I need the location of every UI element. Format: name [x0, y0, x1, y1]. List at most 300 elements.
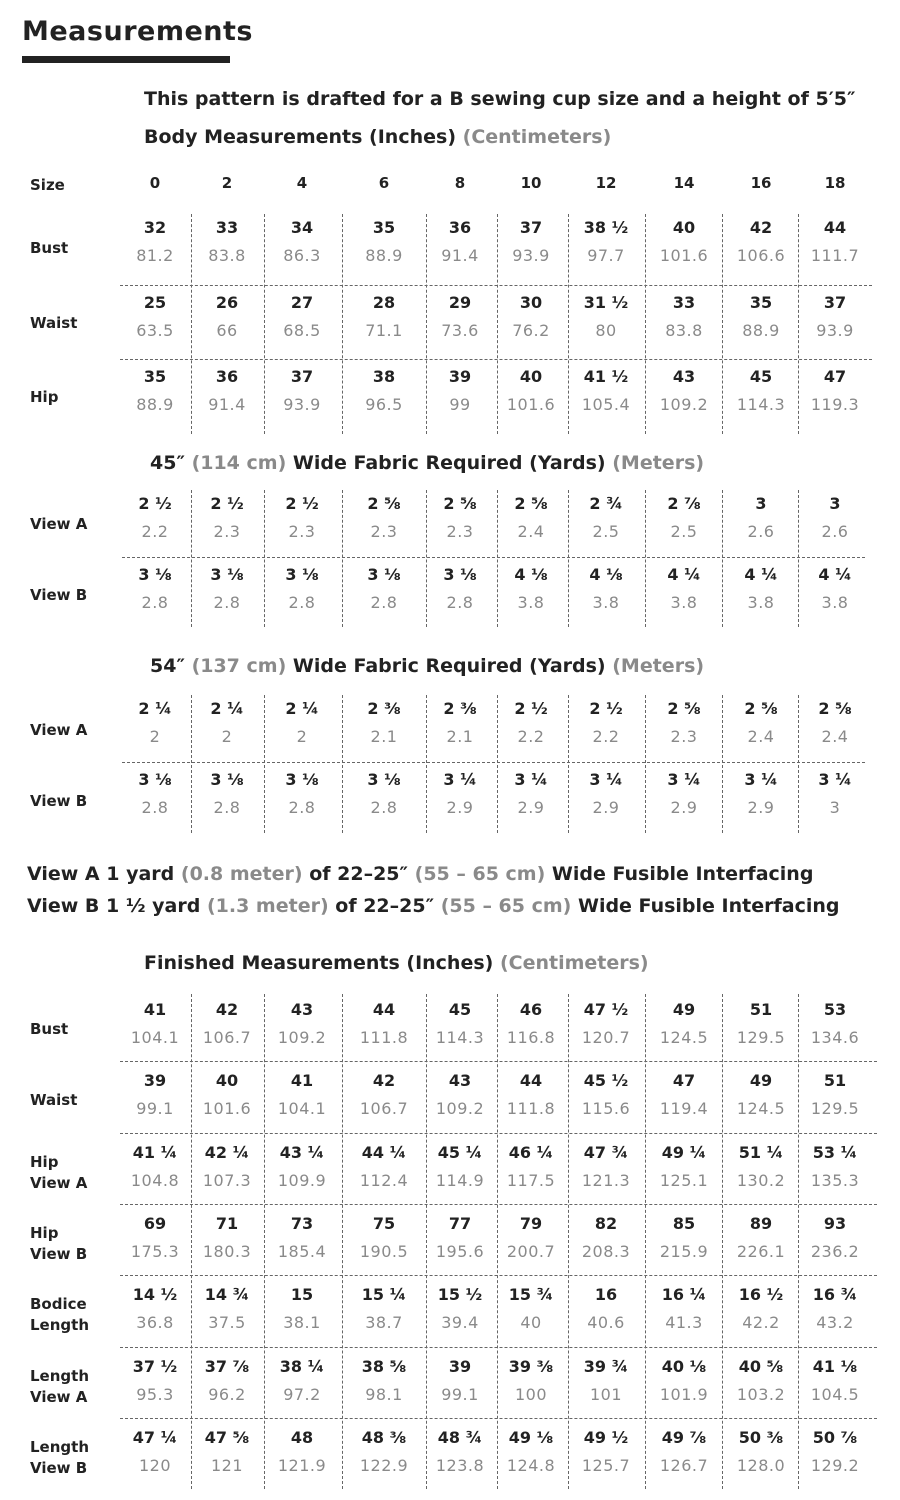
cm-value: 130.2: [736, 1170, 786, 1190]
table-cell: [425, 699, 495, 746]
table-cell: [726, 367, 796, 414]
table-cell: [349, 1357, 419, 1404]
table-cell: [649, 1357, 719, 1404]
inch-value: 40: [215, 1071, 239, 1091]
inch-value: 48 ⅜: [361, 1427, 407, 1447]
inch-value: 16 ¾: [812, 1285, 858, 1305]
column-divider: [497, 490, 498, 627]
cm-value: 3.8: [821, 592, 849, 612]
table-cell: [349, 1214, 419, 1261]
table-cell: [496, 1000, 566, 1047]
table-cell: [192, 367, 262, 414]
table-cell: [267, 565, 337, 612]
table-cell: [267, 1428, 337, 1475]
cm-value: 2.5: [670, 522, 698, 541]
row-label: [30, 1294, 89, 1336]
row-label-line: Bust: [30, 1020, 69, 1038]
inch-value: 47 ¼: [132, 1427, 178, 1447]
table-cell: [496, 1357, 566, 1404]
cm-value: 2.8: [213, 592, 241, 612]
table-cell: [120, 1428, 190, 1475]
table-cell: [726, 293, 796, 340]
cm-value: 109.2: [435, 1099, 485, 1119]
table-cell: [571, 565, 641, 612]
table-cell: [267, 1071, 337, 1118]
row-label-line: View A: [30, 1387, 88, 1406]
inch-value: 44: [372, 1000, 396, 1019]
table-cell: [192, 1143, 262, 1190]
table-cell: [349, 494, 419, 541]
cm-value: 96.5: [365, 395, 403, 414]
table-cell: [120, 218, 190, 265]
size-header: 0: [149, 174, 161, 192]
inch-value: 2 ¾: [589, 494, 623, 513]
inch-value: 49 ¼: [661, 1142, 707, 1162]
inch-value: 45 ¼: [437, 1142, 483, 1162]
table-cell: [649, 218, 719, 265]
inch-value: 44 ¼: [361, 1142, 407, 1162]
inch-value: 43 ¼: [279, 1142, 325, 1162]
inch-value: 29: [448, 292, 472, 312]
table-cell: [800, 293, 870, 340]
cm-value: 135.3: [810, 1170, 860, 1190]
table-cell: [800, 1000, 870, 1047]
inch-value: 48 ¾: [437, 1427, 483, 1447]
inch-value: 39 ⅜: [508, 1356, 554, 1376]
cm-value: 37.5: [208, 1313, 246, 1333]
table-cell: [425, 1143, 495, 1190]
cm-value: 101.6: [202, 1099, 252, 1119]
inch-value: 49 ⅛: [508, 1427, 554, 1447]
table-cell: [192, 1071, 262, 1118]
column-divider: [342, 214, 343, 434]
cm-value: 119.4: [659, 1099, 709, 1119]
inch-value: 38: [372, 367, 396, 386]
table-cell: [425, 770, 495, 817]
cm-value: 2.8: [141, 592, 169, 612]
cm-value: 120: [138, 1455, 172, 1475]
cm-value: 123.8: [435, 1455, 485, 1475]
inch-value: 47: [823, 367, 847, 386]
body-section-title: [144, 126, 611, 148]
cm-value: 112.4: [359, 1170, 409, 1190]
table-cell: [120, 1071, 190, 1118]
inch-value: 4 ⅛: [514, 564, 548, 584]
cm-value: 101.6: [506, 395, 556, 414]
table-cell: [120, 565, 190, 612]
cm-value: 2.3: [446, 522, 474, 541]
table-cell: [496, 1143, 566, 1190]
inch-value: 2 ⅝: [367, 494, 401, 513]
cm-value: 96.2: [208, 1384, 246, 1404]
cm-value: 88.9: [136, 395, 174, 414]
inch-value: 45 ½: [583, 1071, 629, 1091]
cm-value: 126.7: [659, 1455, 709, 1475]
inch-value: 15 ½: [437, 1285, 483, 1305]
inch-value: 16 ½: [738, 1285, 784, 1305]
column-divider: [426, 994, 427, 1489]
cm-value: 114.3: [736, 395, 786, 414]
cm-value: 81.2: [136, 246, 174, 265]
inch-value: 32: [143, 218, 167, 237]
cm-value: 2.9: [517, 798, 545, 817]
row-label: [30, 1090, 77, 1111]
cm-value: 125.7: [581, 1455, 631, 1475]
inch-value: 4 ¼: [818, 564, 852, 584]
cm-value: 91.4: [441, 246, 479, 265]
cm-value: 2.9: [592, 798, 620, 817]
interfacing-line-view-a: [27, 863, 813, 885]
column-divider: [191, 490, 192, 627]
interfacing-a-width: of 22–25″: [309, 863, 409, 885]
row-label: [30, 720, 87, 741]
table-cell: [571, 1428, 641, 1475]
column-divider: [722, 994, 723, 1489]
fabric54-width-cm: (137 cm): [191, 655, 287, 677]
inch-value: 2 ⅜: [367, 699, 401, 718]
inch-value: 36: [448, 218, 472, 237]
inch-value: 2 ½: [589, 699, 623, 718]
cm-value: 42.2: [742, 1313, 780, 1333]
finished-title-inches: Finished Measurements (Inches): [144, 952, 494, 974]
column-divider: [645, 214, 646, 434]
cm-value: 39.4: [441, 1313, 479, 1333]
table-cell: [496, 1071, 566, 1118]
inch-value: 2 ¼: [210, 699, 244, 718]
row-label: [30, 791, 87, 812]
cm-value: 93.9: [283, 395, 321, 414]
table-cell: [800, 494, 870, 541]
table-cell: [192, 1428, 262, 1475]
cm-value: 83.8: [665, 320, 703, 340]
cm-value: 2.5: [592, 522, 620, 541]
cm-value: 2.2: [141, 522, 169, 541]
inch-value: 48: [290, 1427, 314, 1447]
cm-value: 91.4: [208, 395, 246, 414]
inch-value: 73: [290, 1213, 314, 1233]
inch-value: 53 ¼: [812, 1142, 858, 1162]
inch-value: 15: [290, 1285, 314, 1305]
cm-value: 68.5: [283, 320, 321, 340]
inch-value: 15 ¼: [361, 1285, 407, 1305]
column-divider: [497, 994, 498, 1489]
row-label: [30, 1437, 89, 1479]
inch-value: 40: [672, 218, 696, 237]
row-label-line: Waist: [30, 313, 78, 332]
inch-value: 3 ¼: [744, 770, 778, 789]
inch-value: 3 ⅛: [210, 564, 244, 584]
cm-value: 2.2: [517, 727, 545, 746]
table-cell: [192, 1285, 262, 1332]
cm-value: 114.3: [435, 1028, 485, 1047]
inch-value: 35: [372, 218, 396, 237]
table-cell: [120, 1214, 190, 1261]
table-cell: [425, 1357, 495, 1404]
table-cell: [496, 1428, 566, 1475]
inch-value: 33: [215, 218, 239, 237]
column-divider: [568, 214, 569, 434]
cm-value: 63.5: [136, 320, 174, 340]
table-cell: [800, 565, 870, 612]
inch-value: 41 ¼: [132, 1142, 178, 1162]
cm-value: 125.1: [659, 1170, 709, 1190]
fabric54-title-meters: (Meters): [612, 655, 705, 677]
cm-value: 190.5: [359, 1241, 409, 1261]
inch-value: 16: [594, 1285, 618, 1305]
table-cell: [726, 218, 796, 265]
table-cell: [267, 1143, 337, 1190]
table-cell: [267, 1357, 337, 1404]
inch-value: 40 ⅛: [661, 1356, 707, 1376]
table-cell: [425, 1214, 495, 1261]
cm-value: 99: [449, 395, 471, 414]
table-cell: [349, 218, 419, 265]
cm-value: 2.8: [213, 798, 241, 817]
size-header: 10: [520, 174, 542, 192]
cm-value: 76.2: [512, 320, 550, 340]
inch-value: 39: [143, 1071, 167, 1091]
cm-value: 2.3: [288, 522, 316, 541]
inch-value: 41: [143, 1000, 167, 1019]
row-label-line: Bodice: [30, 1295, 87, 1314]
inch-value: 3 ¼: [667, 770, 701, 789]
cm-value: 2.4: [517, 522, 545, 541]
row-label-line: View B: [30, 792, 88, 810]
cm-value: 120.7: [581, 1028, 631, 1047]
cm-value: 215.9: [659, 1241, 709, 1261]
table-cell: [571, 218, 641, 265]
inch-value: 3 ⅛: [367, 770, 401, 789]
row-label: [30, 1019, 68, 1040]
inch-value: 2 ⅞: [667, 494, 701, 513]
inch-value: 39: [448, 1356, 472, 1376]
table-cell: [192, 494, 262, 541]
table-cell: [192, 699, 262, 746]
cm-value: 88.9: [742, 320, 780, 340]
fabric45-title: Wide Fabric Required (Yards): [292, 452, 606, 474]
table-cell: [192, 1214, 262, 1261]
cm-value: 3.8: [747, 592, 775, 612]
table-cell: [267, 1000, 337, 1047]
table-cell: [496, 1285, 566, 1332]
inch-value: 51 ¼: [738, 1142, 784, 1162]
cm-value: 3.8: [592, 592, 620, 612]
table-cell: [496, 293, 566, 340]
inch-value: 36: [215, 367, 239, 386]
inch-value: 27: [290, 292, 314, 312]
cm-value: 105.4: [581, 395, 631, 414]
inch-value: 46 ¼: [508, 1142, 554, 1162]
interfacing-b-width-cm: (55 – 65 cm): [440, 895, 572, 917]
row-label-line: Hip: [30, 1152, 59, 1171]
table-cell: [571, 494, 641, 541]
cm-value: 2.8: [288, 592, 316, 612]
table-cell: [649, 293, 719, 340]
cm-value: 3.8: [517, 592, 545, 612]
inch-value: 51: [749, 1000, 773, 1019]
inch-value: 43: [290, 1000, 314, 1019]
inch-value: 47 ½: [583, 1000, 629, 1019]
cm-value: 86.3: [283, 246, 321, 265]
table-cell: [425, 1000, 495, 1047]
cm-value: 124.5: [736, 1099, 786, 1119]
inch-value: 14 ½: [132, 1285, 178, 1305]
table-cell: [571, 367, 641, 414]
table-cell: [800, 1143, 870, 1190]
fabric45-section-title: [150, 452, 704, 474]
row-label: [30, 585, 87, 606]
inch-value: 2 ½: [138, 494, 172, 513]
inch-value: 3 ¼: [589, 770, 623, 789]
cm-value: 38.7: [365, 1313, 403, 1333]
row-divider: [120, 285, 872, 286]
cm-value: 2.3: [670, 727, 698, 746]
table-cell: [496, 1214, 566, 1261]
table-cell: [349, 1143, 419, 1190]
column-divider: [497, 214, 498, 434]
table-cell: [649, 565, 719, 612]
table-cell: [726, 565, 796, 612]
table-cell: [120, 293, 190, 340]
cm-value: 121: [210, 1455, 244, 1475]
table-cell: [649, 770, 719, 817]
table-cell: [267, 293, 337, 340]
inch-value: 50 ⅜: [738, 1427, 784, 1447]
table-cell: [649, 1071, 719, 1118]
inch-value: 37: [519, 218, 543, 237]
interfacing-a-amount: View A 1 yard: [27, 863, 175, 885]
table-cell: [649, 367, 719, 414]
table-cell: [726, 1285, 796, 1332]
inch-value: 44: [519, 1071, 543, 1091]
table-cell: [571, 1000, 641, 1047]
row-label-line: Waist: [30, 1091, 78, 1110]
cm-value: 128.0: [736, 1455, 786, 1475]
table-cell: [649, 1214, 719, 1261]
cm-value: 109.2: [659, 395, 709, 414]
inch-value: 15 ¾: [508, 1285, 554, 1305]
inch-value: 3 ⅛: [285, 770, 319, 789]
cm-value: 124.5: [659, 1028, 709, 1047]
cm-value: 103.2: [736, 1384, 786, 1404]
inch-value: 69: [143, 1213, 167, 1233]
table-cell: [267, 699, 337, 746]
cm-value: 111.8: [359, 1028, 409, 1047]
table-cell: [496, 770, 566, 817]
table-cell: [726, 494, 796, 541]
cm-value: 111.7: [810, 246, 860, 265]
inch-value: 3 ⅛: [285, 564, 319, 584]
column-divider: [722, 490, 723, 627]
table-cell: [349, 565, 419, 612]
column-divider: [264, 994, 265, 1489]
inch-value: 39: [448, 367, 472, 386]
inch-value: 77: [448, 1213, 472, 1233]
column-divider: [191, 214, 192, 434]
table-cell: [425, 367, 495, 414]
cm-value: 109.9: [277, 1170, 327, 1190]
cm-value: 99.1: [136, 1099, 174, 1119]
cm-value: 98.1: [365, 1384, 403, 1404]
table-cell: [349, 293, 419, 340]
cm-value: 100: [514, 1384, 548, 1404]
cm-value: 106.7: [359, 1099, 409, 1119]
cm-value: 66: [216, 320, 238, 340]
table-cell: [425, 293, 495, 340]
table-cell: [192, 218, 262, 265]
row-divider: [120, 1061, 877, 1062]
cm-value: 95.3: [136, 1384, 174, 1404]
table-cell: [425, 1071, 495, 1118]
table-cell: [800, 1357, 870, 1404]
cm-value: 106.7: [202, 1028, 252, 1047]
table-cell: [267, 770, 337, 817]
fabric45-title-meters: (Meters): [612, 452, 705, 474]
cm-value: 73.6: [441, 320, 479, 340]
inch-value: 25: [143, 292, 167, 312]
inch-value: 82: [594, 1213, 618, 1233]
inch-value: 37: [823, 292, 847, 312]
size-header: 6: [378, 174, 390, 192]
cm-value: 101.6: [659, 246, 709, 265]
cm-value: 101.9: [659, 1384, 709, 1404]
inch-value: 37: [290, 367, 314, 386]
column-divider: [722, 214, 723, 434]
interfacing-line-view-b: [27, 895, 839, 917]
table-cell: [425, 494, 495, 541]
column-divider: [264, 695, 265, 833]
fabric54-width: 54″: [150, 655, 185, 677]
inch-value: 3 ⅛: [138, 770, 172, 789]
inch-value: 42 ¼: [204, 1142, 250, 1162]
inch-value: 3 ¼: [443, 770, 477, 789]
cm-value: 180.3: [202, 1241, 252, 1261]
inch-value: 38 ½: [583, 218, 629, 237]
column-divider: [798, 214, 799, 434]
table-cell: [649, 1143, 719, 1190]
inch-value: 49: [749, 1071, 773, 1091]
row-label: [30, 514, 87, 535]
fabric45-width-cm: (114 cm): [191, 452, 287, 474]
inch-value: 49: [672, 1000, 696, 1019]
cm-value: 107.3: [202, 1170, 252, 1190]
table-cell: [349, 1285, 419, 1332]
column-divider: [798, 490, 799, 627]
inch-value: 40 ⅝: [738, 1356, 784, 1376]
inch-value: 40: [519, 367, 543, 386]
cm-value: 129.5: [810, 1099, 860, 1119]
table-cell: [800, 1285, 870, 1332]
table-cell: [425, 218, 495, 265]
table-cell: [726, 1214, 796, 1261]
inch-value: 79: [519, 1213, 543, 1233]
table-cell: [496, 367, 566, 414]
cm-value: 236.2: [810, 1241, 860, 1261]
column-divider: [426, 490, 427, 627]
inch-value: 4 ¼: [744, 564, 778, 584]
cm-value: 71.1: [365, 320, 403, 340]
cm-value: 97.7: [587, 246, 625, 265]
inch-value: 3 ⅛: [443, 564, 477, 584]
body-title-inches: Body Measurements (Inches): [144, 126, 457, 148]
inch-value: 71: [215, 1213, 239, 1233]
row-label-line: View A: [30, 515, 88, 533]
fabric45-width: 45″: [150, 452, 185, 474]
cm-value: 97.2: [283, 1384, 321, 1404]
page-title: Measurements: [22, 16, 253, 47]
column-divider: [342, 994, 343, 1489]
inch-value: 43: [672, 367, 696, 386]
